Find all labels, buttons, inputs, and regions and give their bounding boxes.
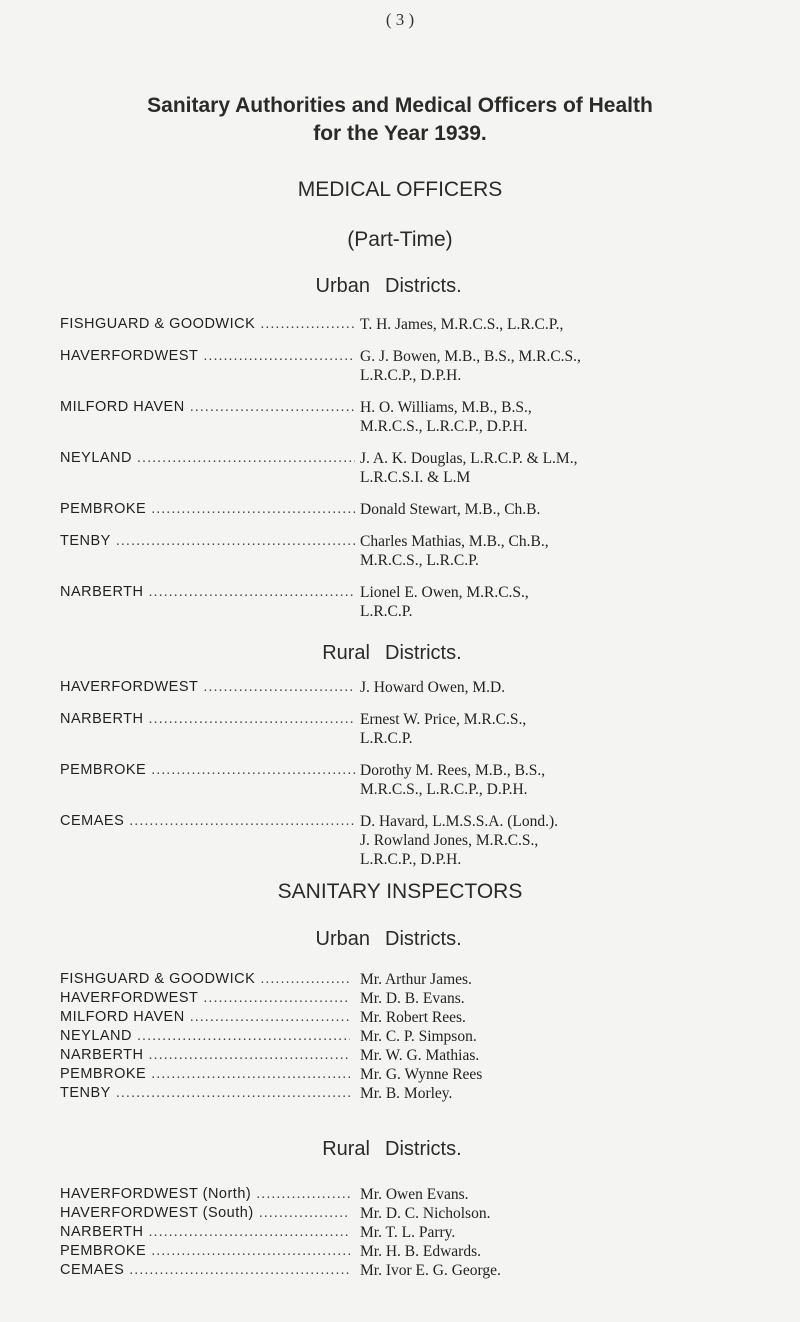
officer-name [360, 583, 780, 621]
inspector-name-line: Mr. C. P. Simpson. [360, 1028, 477, 1045]
si-rural-subheading [0, 1138, 800, 1164]
district-name: NARBERTH ..... [60, 583, 355, 602]
officer-name-line: Donald Stewart, M.B., Ch.B. [360, 501, 541, 518]
inspector-name [360, 1008, 780, 1027]
inspector-name-line: Mr. H. B. Edwards. [360, 1243, 481, 1260]
officer-name-line: H. O. Williams, M.B., B.S., [360, 399, 532, 416]
inspector-name [360, 1223, 780, 1242]
officer-name-line: Lionel E. Owen, M.R.C.S., [360, 584, 529, 601]
district-name: HAVERFORDWEST ..... [60, 678, 355, 697]
officer-name-line: T. H. James, M.R.C.S., L.R.C.P., [360, 316, 564, 333]
district-name: FISHGUARD & GOODWICK ..... [60, 970, 350, 989]
officer-name-line: M.R.C.S., L.R.C.P., D.P.H. [360, 781, 528, 798]
inspector-name-line: Mr. W. G. Mathias. [360, 1047, 480, 1064]
inspector-name-line: Mr. B. Morley. [360, 1085, 453, 1102]
district-name: CEMAES ..... [60, 812, 355, 831]
district-name: HAVERFORDWEST (South) ..... [60, 1204, 350, 1223]
inspector-name-line: Mr. Robert Rees. [360, 1009, 466, 1026]
medical-officers-heading: MEDICAL OFFICERS [297, 178, 503, 201]
district-name: NARBERTH ..... [60, 1223, 350, 1242]
inspector-name [360, 1204, 780, 1223]
district-name: PEMBROKE ..... [60, 1065, 350, 1084]
officer-name-line: L.R.C.P. [360, 730, 413, 747]
district-name: MILFORD HAVEN ..... [60, 1008, 350, 1027]
district-name: TENBY ..... [60, 532, 355, 551]
officer-name [360, 449, 780, 487]
officer-name [360, 678, 780, 697]
page-title: Sanitary Authorities and Medical Officers of Health [147, 94, 653, 117]
officer-name [360, 812, 780, 869]
inspector-name [360, 989, 780, 1008]
inspector-name [360, 1046, 780, 1065]
officer-name [360, 315, 780, 334]
inspector-name [360, 1242, 780, 1261]
inspector-name-line: Mr. Ivor E. G. George. [360, 1262, 501, 1279]
district-name: TENBY ..... [60, 1084, 350, 1103]
district-name: CEMAES ..... [60, 1261, 350, 1280]
page-subtitle: for the Year 1939. [313, 122, 487, 145]
district-name: PEMBROKE ..... [60, 1242, 350, 1261]
si-rural-label: Rural [322, 1138, 370, 1160]
inspector-name-line: Mr. D. C. Nicholson. [360, 1205, 491, 1222]
inspector-name [360, 1084, 780, 1103]
officer-name-line: L.R.C.S.I. & L.M [360, 469, 471, 486]
mo-rural-label: Rural [322, 642, 370, 664]
inspector-name-line: Mr. T. L. Parry. [360, 1224, 456, 1241]
officer-name-line: D. Havard, L.M.S.S.A. (Lond.). [360, 813, 559, 830]
officer-name-line: L.R.C.P. [360, 603, 413, 620]
officer-name-line: Dorothy M. Rees, M.B., B.S., [360, 762, 546, 779]
district-name: PEMBROKE ..... [60, 500, 355, 519]
officer-name-line: J. Howard Owen, M.D. [360, 679, 506, 696]
inspector-name-line: Mr. Owen Evans. [360, 1186, 469, 1203]
officer-name-line: M.R.C.S., L.R.C.P. [360, 552, 479, 569]
officer-name-line: G. J. Bowen, M.B., B.S., M.R.C.S., [360, 348, 581, 365]
mo-urban-subheading [0, 275, 800, 301]
district-name: NARBERTH ..... [60, 1046, 350, 1065]
inspector-name-line: Mr. G. Wynne Rees [360, 1066, 483, 1083]
inspector-name-line: Mr. Arthur James. [360, 971, 472, 988]
mo-rural-districts-label: Districts. [385, 642, 462, 664]
officer-name-line: M.R.C.S., L.R.C.P., D.P.H. [360, 418, 528, 435]
officer-name-line: Charles Mathias, M.B., Ch.B., [360, 533, 549, 550]
officer-name [360, 532, 780, 570]
inspector-name [360, 970, 780, 989]
district-name: HAVERFORDWEST ..... [60, 989, 350, 1008]
officer-name [360, 500, 780, 519]
inspector-name [360, 1027, 780, 1046]
inspector-name [360, 1065, 780, 1084]
sanitary-inspectors-heading: SANITARY INSPECTORS [277, 880, 523, 903]
district-name: NEYLAND ..... [60, 1027, 350, 1046]
district-name: HAVERFORDWEST ..... [60, 347, 355, 366]
inspector-name-line: Mr. D. B. Evans. [360, 990, 465, 1007]
officer-name-line: Ernest W. Price, M.R.C.S., [360, 711, 527, 728]
page-number: ( 3 ) [385, 10, 415, 29]
officer-name [360, 761, 780, 799]
officer-name [360, 398, 780, 436]
officer-name-line: J. Rowland Jones, M.R.C.S., [360, 832, 539, 849]
district-name: MILFORD HAVEN ..... [60, 398, 355, 417]
officer-name [360, 710, 780, 748]
mo-urban-label: Urban [315, 275, 370, 297]
officer-name-line: L.R.C.P., D.P.H. [360, 851, 462, 868]
officer-name [360, 347, 780, 385]
inspector-name [360, 1185, 780, 1204]
si-urban-label: Urban [315, 928, 370, 950]
district-name: NEYLAND ..... [60, 449, 355, 468]
si-urban-subheading [0, 928, 800, 954]
district-name: NARBERTH ..... [60, 710, 355, 729]
district-name: HAVERFORDWEST (North) ..... [60, 1185, 350, 1204]
mo-urban-districts-label: Districts. [385, 275, 462, 297]
district-name: FISHGUARD & GOODWICK ..... [60, 315, 355, 334]
si-rural-districts-label: Districts. [385, 1138, 462, 1160]
officer-name-line: L.R.C.P., D.P.H. [360, 367, 462, 384]
officer-name-line: J. A. K. Douglas, L.R.C.P. & L.M., [360, 450, 578, 467]
inspector-name [360, 1261, 780, 1280]
part-time-heading: (Part-Time) [347, 228, 453, 251]
si-urban-districts-label: Districts. [385, 928, 462, 950]
district-name: PEMBROKE ..... [60, 761, 355, 780]
mo-rural-subheading [0, 642, 800, 668]
